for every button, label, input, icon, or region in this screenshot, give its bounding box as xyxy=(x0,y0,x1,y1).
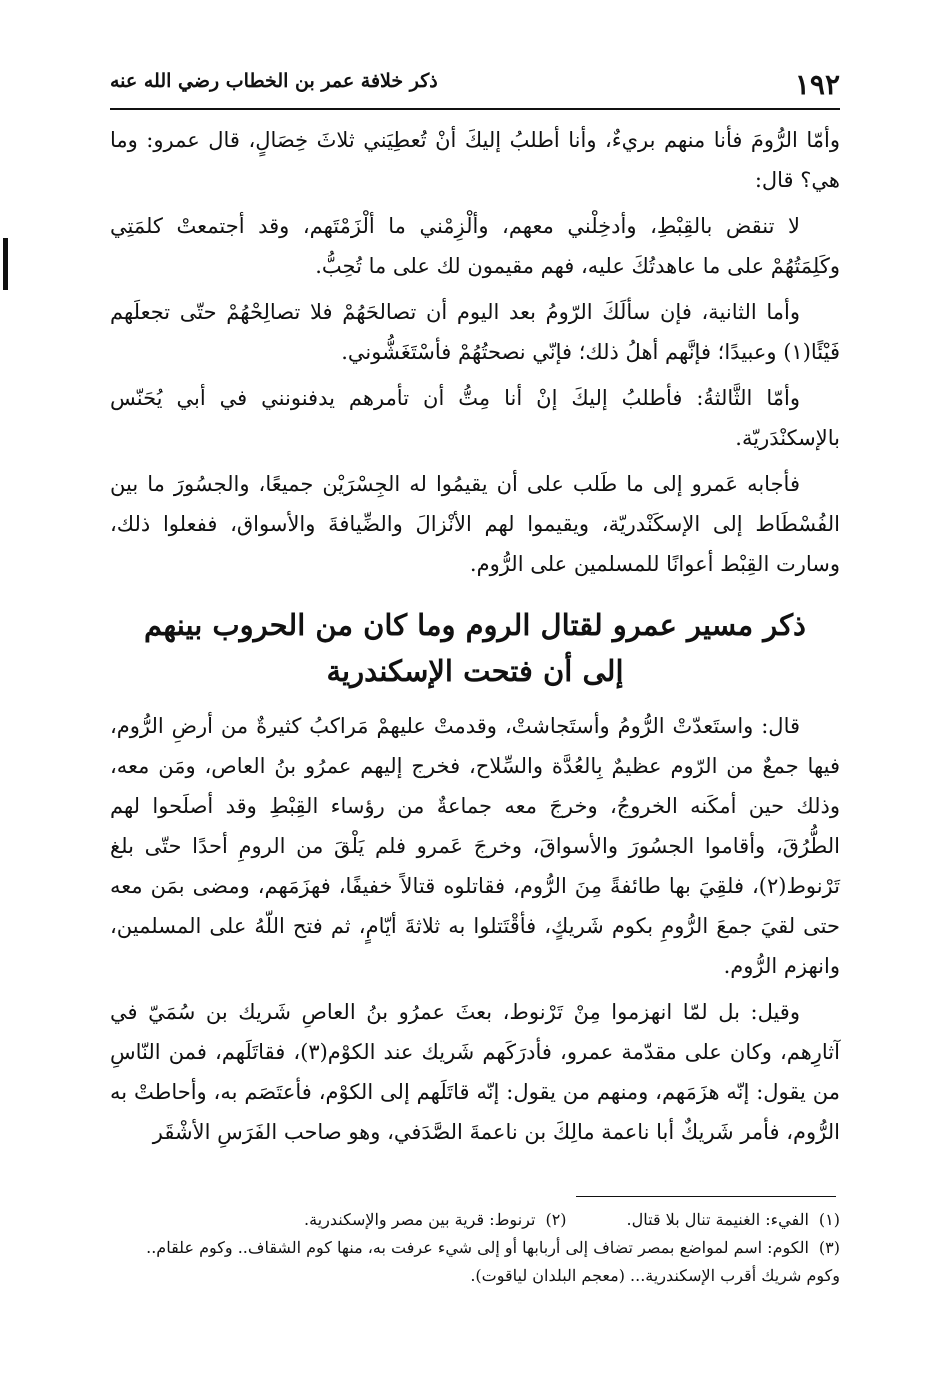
paragraph-7: وقيل: بل لمّا انهزموا مِنْ تَرْنوط، بعثَ عمرُو بنُ العاصِ شَريك بن سُمَيّ في آثارِهم، وكان على مقدّمة عمرو، فأدرَكَهم شَريك عند الكوْم(٣)، فقاتَلَهم، فمن النّاسِ من يقول: إنّه هزَمَهم، ومنهم من يقول: إنّه قاتَلَهم إلى الكوْم، فأعتَصَم به، وأحاطتْ به الرُّوم، فأمر شَريكٌ أبا ناعمة مالِكَ بن ناعمةَ الصَّدَفي، وهو صاحب الفَرَسِ الأشْقَر xyxy=(110,1000,840,1144)
section-title-line-2: إلى أن فتحت الإسكندرية xyxy=(326,654,624,688)
footnote-3-number: (٣) xyxy=(818,1238,840,1257)
paragraph-6: قال: واستَعدّتْ الرُّومُ وأستَجاشتْ، وقدمتْ عليهمْ مَراكبُ كثيرةٌ من أرضِ الرُّوم، فيها جمعٌ من الرّوم عظيمٌ بِالعُدَّة والسِّلاح، فخرج إليهم عمرُو بنُ العاص، ومَن معه، وذلك حين أمكَنه الخروجُ، وخرجَ معه جماعةٌ من رؤساء القِبْطِ وقد أصلَحوا لهم الطُّرُقَ، وأقاموا الجسُورَ والأسواقَ، وخرجَ عَمرو فلم يَلْقَ من الرومِ أحدًا حتّى بلغ تَرْنوط(٢)، فلقِيَ بها طائفةً مِنَ الرُّوم، فقاتلوه قتالاً خفيفًا، فهزَمَهم، ومضى بمَن معه حتى لقيَ جمعَ الرُّومِ بكوم شَريكٍ، فأقْتَتلوا به ثلاثةَ أيّامٍ، ثم فتح اللّهُ على المسلمين، وانهزم الرُّوم. xyxy=(110,714,840,978)
page-edge-mark xyxy=(3,238,8,290)
page-number: ١٩٢ xyxy=(794,68,840,101)
main-text xyxy=(110,120,840,1158)
paragraph-3: وأما الثانية، فإن سألَكَ الرّومُ بعد اليوم أن تصالحَهُمْ فلا تصالِحْهُمْ حتّى تجعلَهم فَيْئًا(١) وعبيدًا؛ فإنَّهم أهلُ ذلك؛ فإنّي نصحتُهُمْ فأسْتَغَشُّوني. xyxy=(110,300,840,364)
footnote-2-number: (٢) xyxy=(545,1210,567,1229)
running-title: ذكر خلافة عمر بن الخطاب رضي الله عنه xyxy=(110,70,438,92)
paragraph-2: لا تنقض بالقِبْطِ، وأدخِلْني معهم، وألْزِمْني ما ألْزَمْتَهم، وقد أجتمعتْ كلمَتِي وكَلِمَتُهُمْ على ما عاهدتُكَ عليه، فهم مقيمون لك على ما تُحِبُّ. xyxy=(110,214,840,278)
paragraph-4: وأمّا الثَّالثةُ: فأطلبُ إليكَ إنْ أنا مِتُّ أن تأمرهم يدفنونني في أبي يُحَنّس بالإسكنْدَريّة. xyxy=(110,386,840,450)
footnote-1-text: الفيء: الغنيمة تنال بلا قتال. xyxy=(626,1210,809,1229)
header-rule xyxy=(110,108,840,110)
footnotes xyxy=(110,1206,840,1290)
footnote-rule xyxy=(576,1196,836,1197)
footnote-3 xyxy=(110,1234,840,1290)
paragraph-5: فأجابه عَمرو إلى ما طَلب على أن يقيمُوا له الجِسْرَيْن جميعًا، والجسُورَ ما بين الفُسْطَاط إلى الإسكَنْدريّة، ويقيموا لهم الأنْزالَ والضِّيافةَ والأسواق، ففعلوا ذلك، وسارت القِبْط أعوانًا للمسلمين على الرُّوم. xyxy=(110,472,840,576)
section-title xyxy=(110,602,840,694)
page-header xyxy=(110,66,840,108)
footnote-1 xyxy=(627,1206,840,1234)
footnote-3-text: الكوم: اسم لمواضع بمصر تضاف إلى أربابها أو إلى شيء عرفت به، منها كوم الشقاف.. وكوم علقام.. وكوم شريك أقرب الإسكندرية... (معجم البلدان لياقوت). xyxy=(146,1238,840,1285)
footnote-2-text: ترنوط: قرية بين مصر والإسكندرية. xyxy=(304,1210,536,1229)
section-title-line-1: ذكر مسير عمرو لقتال الروم وما كان من الحروب بينهم xyxy=(144,608,806,642)
paragraph-1: وأمّا الرُّومَ فأنا منهم بريءٌ، وأنا أطلبُ إليكَ أنْ تُعطِيَني ثلاثَ خِصَالٍ، قال عمرو: وما هي؟ قال: xyxy=(110,128,840,192)
footnote-1-number: (١) xyxy=(818,1210,840,1229)
footnote-2 xyxy=(304,1206,566,1234)
footnote-row xyxy=(110,1206,840,1234)
